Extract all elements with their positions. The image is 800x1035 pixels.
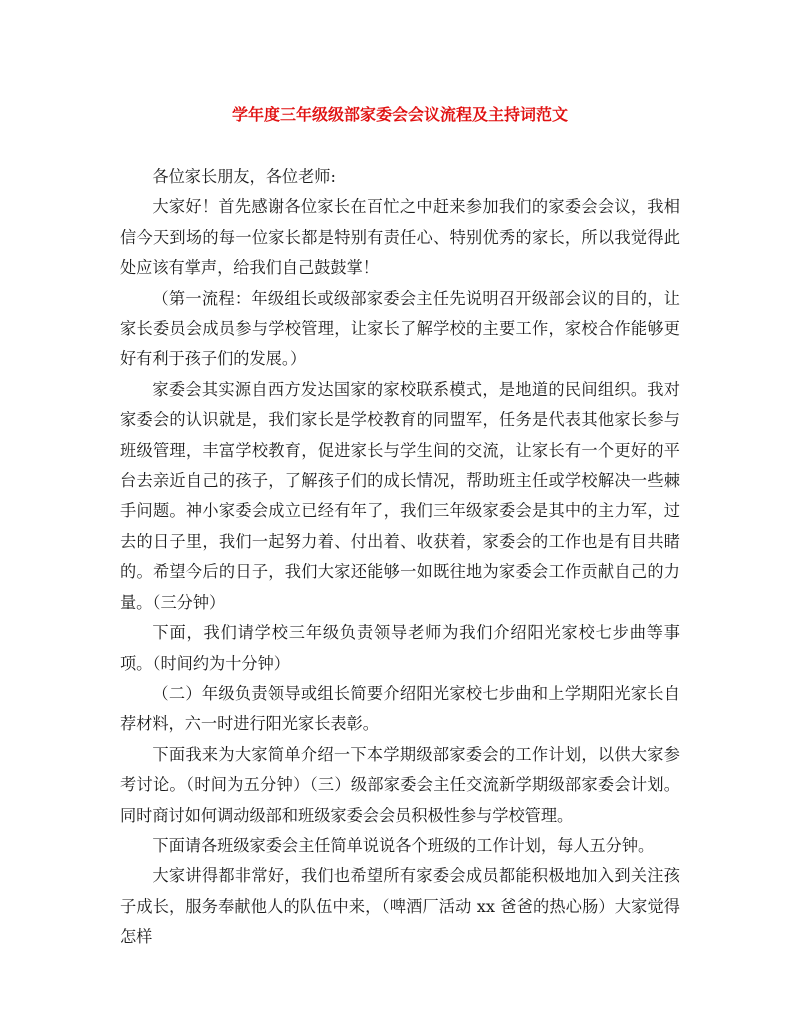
committee-intro-paragraph: 家委会其实源自西方发达国家的家校联系模式，是地道的民间组织。我对家委会的认识就是，我们家长是学校教育的同盟军，任务是代表其他家长参与班级管理，丰富学校教育，促进家长与学生间的交流，让家长有一个更好的平台去亲近自己的孩子，了解孩子们的成长情况，帮助班主任或学校解决一些棘手问题。神小家委会成立已经有年了，我们三年级家委会是其中的主力军，过去的日子里，我们一起努力着、付出着、收获着，家委会的工作也是有目共睹的。希望今后的日子，我们大家还能够一如既往地为家委会工作贡献自己的力量。（三分钟） [120,379,680,612]
document-title: 学年度三年级级部家委会会议流程及主持词范文 [231,105,568,124]
closing-paragraph: 大家讲得都非常好，我们也希望所有家委会成员都能积极地加入到关注孩子成长，服务奉献他人的队伍中来，（啤酒厂活动 xx 爸爸的热心肠）大家觉得怎样 [120,866,680,947]
second-procedure-paragraph: （二）年级负责领导或组长简要介绍阳光家校七步曲和上学期阳光家长自荐材料，六一时进行阳光家长表彰。 [120,683,680,734]
document-body [120,162,680,953]
work-plan-paragraph: 下面我来为大家简单介绍一下本学期级部家委会的工作计划，以供大家参考讨论。（时间为五分钟）（三）级部家委会主任交流新学期级部家委会计划。同时商讨如何调动级部和班级家委会会员积极性参与学校管理。 [120,744,680,825]
greeting-paragraph: 各位家长朋友，各位老师: [152,167,336,186]
leader-intro-paragraph: 下面，我们请学校三年级负责领导老师为我们介绍阳光家校七步曲等事项。（时间约为十分钟） [120,623,680,673]
class-plans-paragraph: 下面请各班级家委会主任简单说说各个班级的工作计划，每人五分钟。 [152,835,655,855]
first-procedure-paragraph: （第一流程：年级组长或级部家委会主任先说明召开级部会议的目的，让家长委员会成员参与学校管理，让家长了解学校的主要工作，家校合作能够更好有利于孩子们的发展。） [120,288,680,369]
welcome-paragraph: 大家好！首先感谢各位家长在百忙之中赶来参加我们的家委会会议，我相信今天到场的每一位家长都是特别有责任心、特别优秀的家长，所以我觉得此处应该有掌声，给我们自己鼓鼓掌！ [120,197,680,278]
